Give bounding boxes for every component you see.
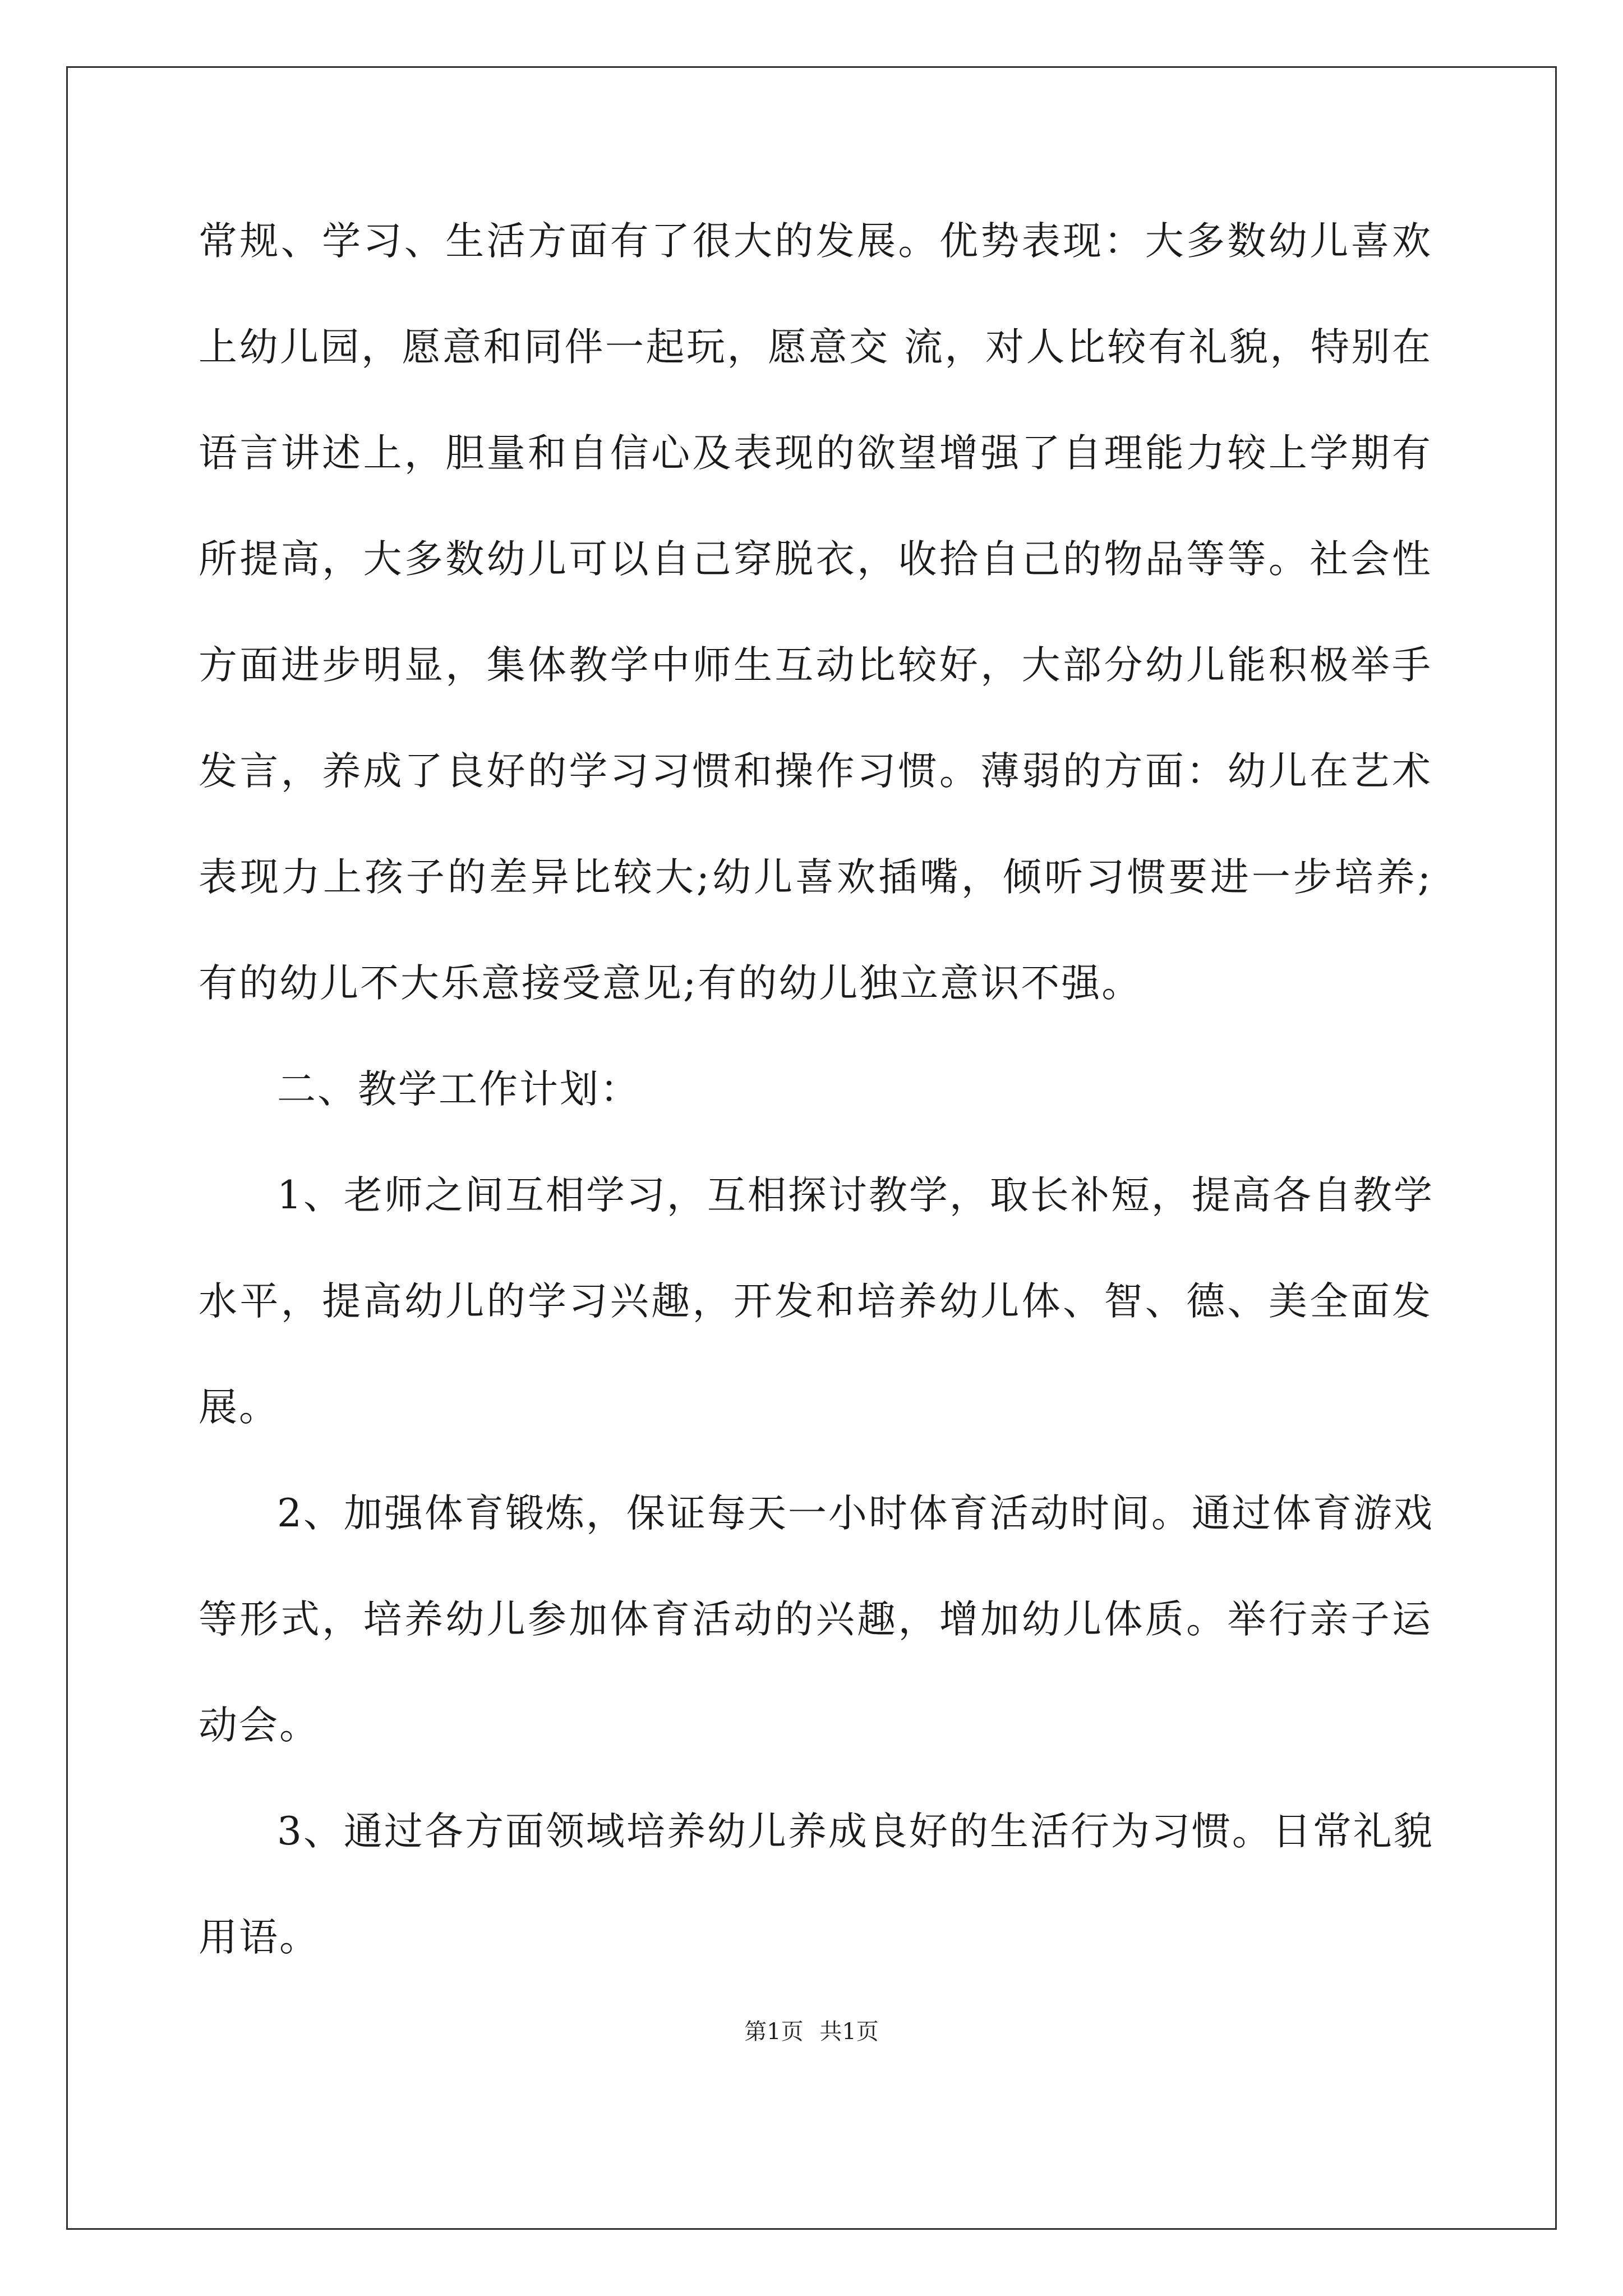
page-number: 第1页 (744, 2019, 804, 2045)
list-item-line: 展。 (199, 1385, 279, 1430)
page-footer (0, 2014, 1623, 2046)
list-item-line: 用语。 (199, 1915, 320, 1960)
list-item-line: 3、通过各方面领域培养幼儿养成良好的生活行为习惯。日常礼貌 (277, 1809, 1434, 1854)
paragraph-line: 所提高，大多数幼儿可以自己穿脱衣，收拾自己的物品等等。社会性 (199, 537, 1432, 582)
list-item-line: 动会。 (199, 1703, 320, 1748)
list-item-line: 水平，提高幼儿的学习兴趣，开发和培养幼儿体、智、德、美全面发 (199, 1279, 1432, 1324)
paragraph-line: 上幼儿园，愿意和同伴一起玩，愿意交 流，对人比较有礼貌，特别在 (199, 325, 1432, 370)
list-item-line: 等形式，培养幼儿参加体育活动的兴趣，增加幼儿体质。举行亲子运 (199, 1597, 1432, 1642)
paragraph-line: 表现力上孩子的差异比较大;幼儿喜欢插嘴，倾听习惯要进一步培养; (199, 855, 1432, 900)
paragraph-line: 发言，养成了良好的学习习惯和操作习惯。薄弱的方面：幼儿在艺术 (199, 749, 1432, 794)
page-total: 共1页 (819, 2019, 879, 2045)
paragraph-line: 有的幼儿不大乐意接受意见;有的幼儿独立意识不强。 (199, 961, 1142, 1006)
paragraph-line: 语言讲述上，胆量和自信心及表现的欲望增强了自理能力较上学期有 (199, 431, 1432, 476)
list-item-line: 1、老师之间互相学习，互相探讨教学，取长补短，提高各自教学 (277, 1173, 1434, 1218)
paragraph-line: 方面进步明显，集体教学中师生互动比较好，大部分幼儿能积极举手 (199, 643, 1432, 688)
paragraph-line: 常规、学习、生活方面有了很大的发展。优势表现：大多数幼儿喜欢 (199, 219, 1432, 264)
list-item-line: 2、加强体育锻炼，保证每天一小时体育活动时间。通过体育游戏 (277, 1491, 1434, 1536)
section-heading: 二、教学工作计划： (277, 1067, 640, 1112)
